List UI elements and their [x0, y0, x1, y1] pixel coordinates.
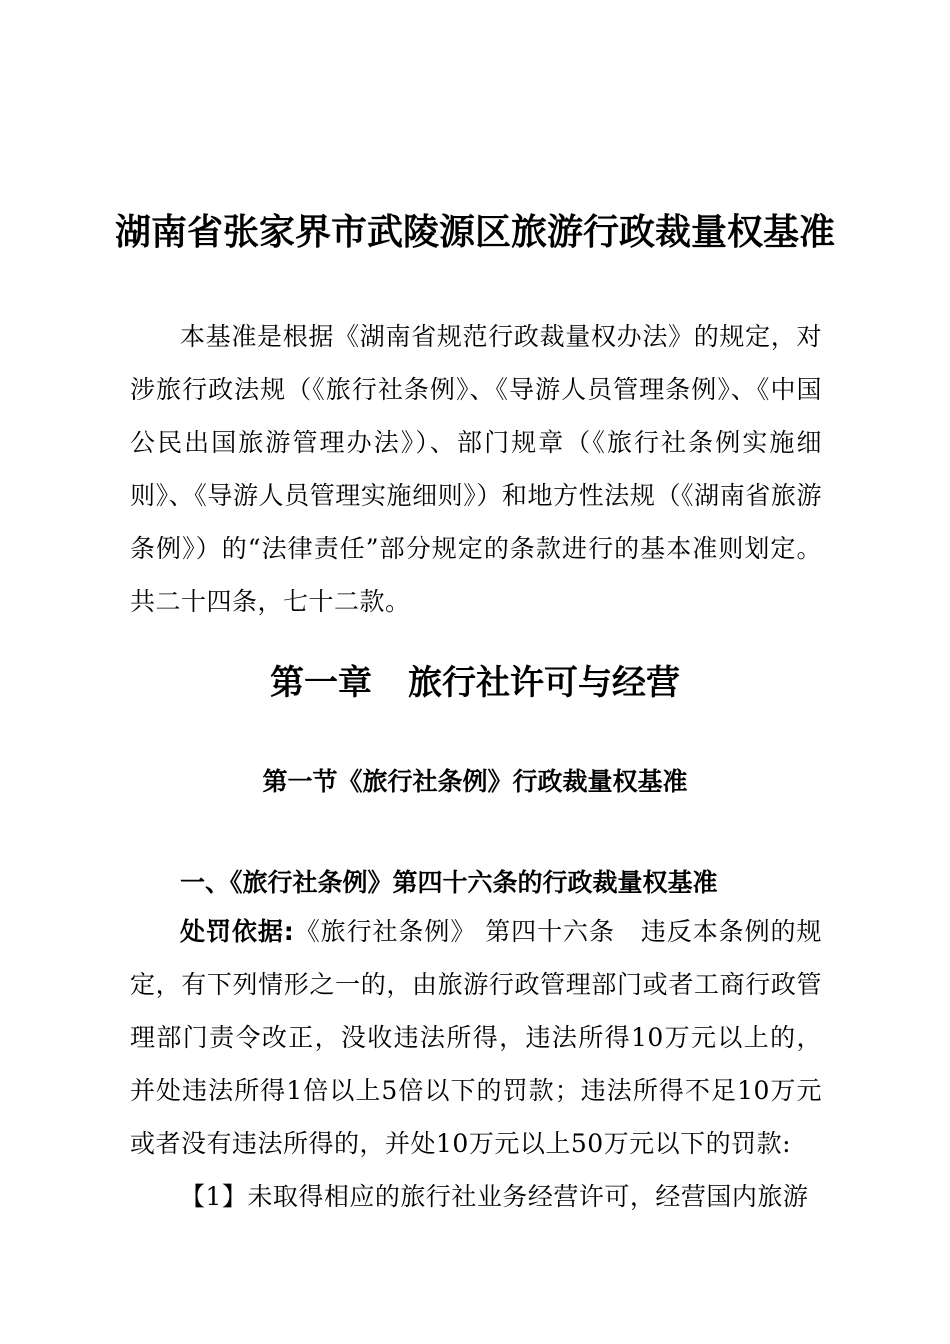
list-item: 【1】未取得相应的旅行社业务经营许可，经营国内旅游: [180, 1182, 809, 1211]
penalty-basis-text: 《旅行社条例》 第四十六条 违反本条例的规定，有下列情形之一的，由旅游行政管理部门或者工商行政管理部门责令改正，没收违法所得，违法所得10万元以上的，并处违法所得1倍以上5倍以下的罚款；违法所得不足10万元或者没有违法所得的，并处10万元以上50万元以下的罚款:: [130, 917, 822, 1158]
chapter-name: 旅行社许可与经营: [408, 663, 680, 703]
document-title: 湖南省张家界市武陵源区旅游行政裁量权基准: [114, 211, 835, 253]
article-heading: 一、《旅行社条例》第四十六条的行政裁量权基准: [180, 868, 718, 897]
section-title: 第一节《旅行社条例》行政裁量权基准: [262, 767, 688, 796]
chapter-number: 第一章: [270, 663, 372, 703]
chapter-title: [0, 658, 950, 708]
penalty-basis-paragraph: [130, 905, 822, 1170]
penalty-basis-label: 处罚依据:: [180, 917, 295, 946]
intro-paragraph: 本基准是根据《湖南省规范行政裁量权办法》的规定，对涉旅行政法规（《旅行社条例》、《导游人员管理条例》、《中国公民出国旅游管理办法》）、部门规章（《旅行社条例实施细则》、《导游人员管理实施细则》）和地方性法规（《湖南省旅游条例》）的“法律责任”部分规定的条款进行的基本准则划定。共二十四条，七十二款。: [130, 322, 822, 616]
